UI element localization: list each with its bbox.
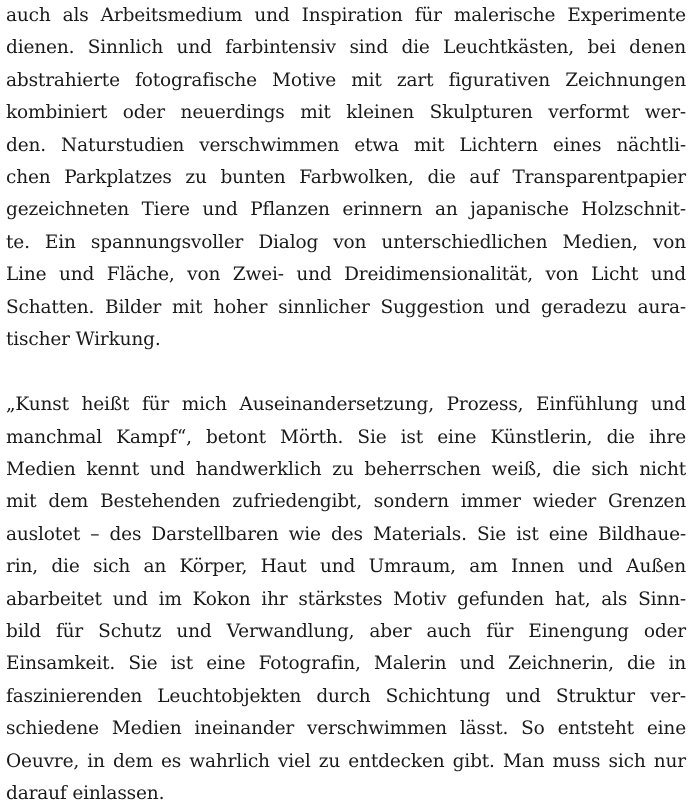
text-line: tischer Wirkung. <box>6 328 161 350</box>
text-line: kombiniert oder neuerdings mit kleinen Skulpturen verformt wer- <box>6 102 686 124</box>
text-line: darauf einlassen. <box>6 782 165 804</box>
text-line: den. Naturstudien verschwimmen etwa mit Lichtern eines nächtli- <box>6 134 686 156</box>
text-line: gezeichneten Tiere und Pflanzen erinnern an japanische Holzschnit- <box>6 199 686 221</box>
text-line: rin, die sich an Körper, Haut und Umraum, am Innen und Außen <box>6 556 686 578</box>
text-line: „Kunst heißt für mich Auseinandersetzung, Prozess, Einfühlung und <box>6 394 686 416</box>
text-line: abstrahierte fotografische Motive mit zart figurativen Zeichnungen <box>6 69 686 91</box>
text-line: Oeuvre, in dem es wahrlich viel zu entdecken gibt. Man muss sich nur <box>6 750 686 772</box>
text-line: Schatten. Bilder mit hoher sinnlicher Suggestion und geradezu aura- <box>6 296 686 318</box>
text-line: te. Ein spannungsvoller Dialog von unterschiedlichen Medien, von <box>6 231 686 253</box>
paragraph-2 <box>6 389 686 810</box>
text-line: chen Parkplatzes zu bunten Farbwolken, die auf Transparentpapier <box>6 166 686 188</box>
document-page <box>6 0 686 810</box>
paragraph-1 <box>6 0 686 356</box>
text-line: auch als Arbeitsmedium und Inspiration für malerische Experimente <box>6 5 686 26</box>
text-line: Einsamkeit. Sie ist eine Fotografin, Malerin und Zeichnerin, die in <box>6 653 686 675</box>
text-line: schiedene Medien ineinander verschwimmen lässt. So entsteht eine <box>6 718 686 740</box>
text-line: dienen. Sinnlich und farbintensiv sind die Leuchtkästen, bei denen <box>6 37 686 59</box>
text-line: manchmal Kampf“, betont Mörth. Sie ist eine Künstlerin, die ihre <box>6 426 686 448</box>
text-line: Medien kennt und handwerklich zu beherrschen weiß, die sich nicht <box>6 459 686 481</box>
text-line: mit dem Bestehenden zufriedengibt, sondern immer wieder Grenzen <box>6 491 686 513</box>
text-line: Line und Fläche, von Zwei- und Dreidimensionalität, von Licht und <box>6 264 686 286</box>
text-line: faszinierenden Leuchtobjekten durch Schichtung und Struktur ver- <box>6 685 686 707</box>
text-line: abarbeitet und im Kokon ihr stärkstes Motiv gefunden hat, als Sinn- <box>6 588 686 610</box>
text-line: auslotet – des Darstellbaren wie des Materials. Sie ist eine Bildhaue- <box>6 523 686 545</box>
paragraph-gap <box>6 356 686 389</box>
text-line: bild für Schutz und Verwandlung, aber auch für Einengung oder <box>6 621 686 643</box>
